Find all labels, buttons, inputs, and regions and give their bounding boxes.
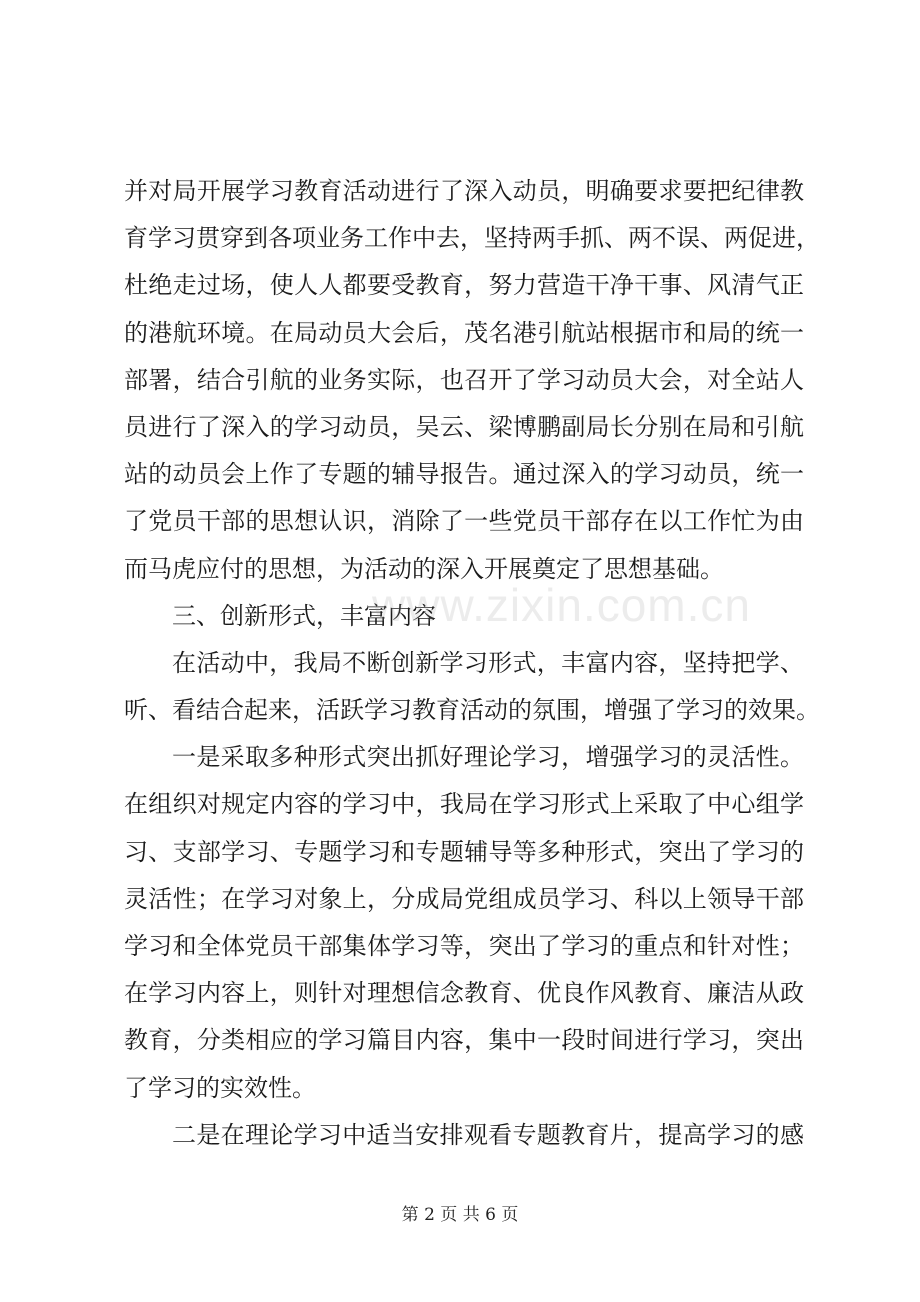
text-line: 教育，分类相应的学习篇目内容，集中一段时间进行学习，突出: [124, 1026, 804, 1055]
text-line: 学习和全体党员干部集体学习等，突出了学习的重点和针对性；: [124, 932, 804, 960]
text-line: 了党员干部的思想认识，消除了一些党员干部存在以工作忙为由: [124, 507, 804, 536]
text-line: 二是在理论学习中适当安排观看专题教育片，提高学习的感: [172, 1120, 804, 1149]
text-line: 灵活性；在学习对象上，分成局党组成员学习、科以上领导干部: [124, 884, 804, 913]
text-line: 听、看结合起来，活跃学习教育活动的氛围，增强了学习的效果。: [124, 696, 820, 725]
text-line: 而马虎应付的思想，为活动的深入开展奠定了思想基础。: [124, 554, 724, 583]
text-line: 习、支部学习、专题学习和专题辅导等多种形式，突出了学习的: [124, 837, 804, 866]
text-line: 杜绝走过场，使人人都要受教育，努力营造干净干事、风清气正: [124, 271, 804, 300]
text-line: 站的动员会上作了专题的辅导报告。通过深入的学习动员，统一: [124, 460, 804, 489]
page-footer: 第 2 页 共 6 页: [401, 1205, 519, 1225]
text-line: 部署，结合引航的业务实际，也召开了学习动员大会，对全站人: [124, 365, 804, 394]
text-line: 并对局开展学习教育活动进行了深入动员，明确要求要把纪律教: [124, 177, 804, 205]
text-line: 在活动中，我局不断创新学习形式，丰富内容，坚持把学、: [172, 648, 804, 677]
section-heading: 三、创新形式，丰富内容: [172, 601, 436, 630]
text-line: 的港航环境。在局动员大会后，茂名港引航站根据市和局的统一: [124, 318, 804, 347]
text-line: 在组织对规定内容的学习中，我局在学习形式上采取了中心组学: [124, 790, 804, 819]
text-line: 育学习贯穿到各项业务工作中去，坚持两手抓、两不误、两促进，: [124, 224, 820, 253]
watermark: www.zixin.com.cn: [372, 579, 751, 631]
text-line: 员进行了深入的学习动员，吴云、梁博鹏副局长分别在局和引航: [124, 412, 804, 441]
text-line: 在学习内容上，则针对理想信念教育、优良作风教育、廉洁从政: [124, 979, 804, 1008]
text-line: 了学习的实效性。: [124, 1073, 316, 1102]
body-text: [124, 168, 820, 1159]
text-line: 一是采取多种形式突出抓好理论学习，增强学习的灵活性。: [172, 743, 804, 772]
